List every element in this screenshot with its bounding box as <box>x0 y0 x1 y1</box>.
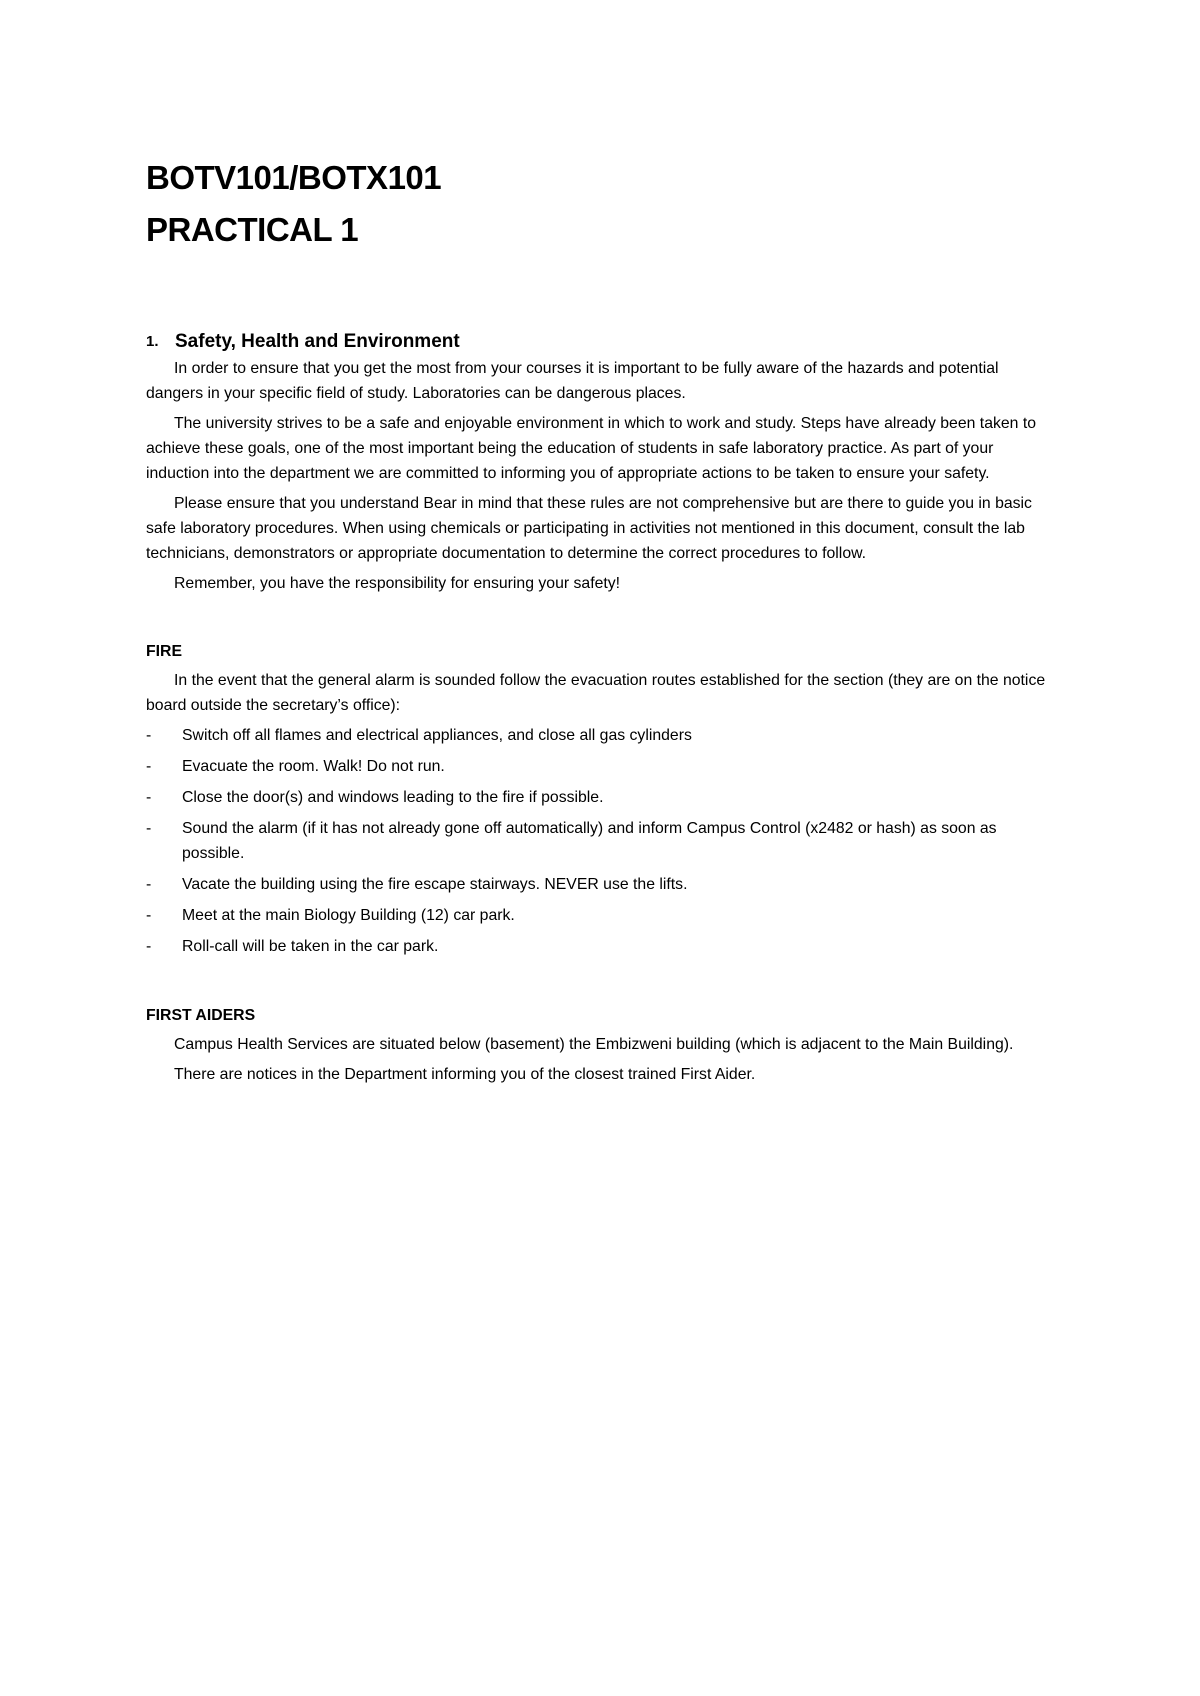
list-item-text: Meet at the main Biology Building (12) car park. <box>182 907 515 924</box>
paragraph-hazards: In order to ensure that you get the most from your courses it is important to be fully aware of the hazards and potential dangers in your specific field of study. Laboratories can be dangerous places. <box>146 360 999 402</box>
section-heading-text: Safety, Health and Environment <box>175 331 460 352</box>
bullet-dash: - <box>146 876 152 893</box>
list-item <box>146 934 1046 959</box>
list-item-text: Sound the alarm (if it has not already gone off automatically) and inform Campus Control (x2482 or hash) as soon as possible. <box>182 820 997 862</box>
fire-heading: FIRE <box>146 643 182 660</box>
list-item-text: Close the door(s) and windows leading to the fire if possible. <box>182 789 604 806</box>
list-item-text: Evacuate the room. Walk! Do not run. <box>182 758 445 775</box>
document-content <box>146 152 1046 1092</box>
paragraph-campus-health: Campus Health Services are situated below (basement) the Embizweni building (which is adjacent to the Main Building). <box>174 1036 1014 1053</box>
paragraph-rules: Please ensure that you understand Bear in mind that these rules are not comprehensive but are there to guide you in basic safe laboratory procedures. When using chemicals or participating in activities not mentioned in this document, consult the lab technicians, demonstrators or appropriate documentation to determine the correct procedures to follow. <box>146 495 1032 562</box>
list-item-text: Switch off all flames and electrical appliances, and close all gas cylinders <box>182 727 692 744</box>
bullet-dash: - <box>146 758 152 775</box>
practical-title: PRACTICAL 1 <box>146 211 359 248</box>
list-item <box>146 754 1046 779</box>
list-item <box>146 903 1046 928</box>
bullet-dash: - <box>146 907 152 924</box>
list-item <box>146 872 1046 897</box>
bullet-dash: - <box>146 727 152 744</box>
fire-intro: In the event that the general alarm is sounded follow the evacuation routes established for the section (they are on the notice board outside the secretary’s office): <box>146 672 1046 714</box>
list-item <box>146 785 1046 810</box>
list-item-text: Roll-call will be taken in the car park. <box>182 938 439 955</box>
section-number: 1. <box>146 333 159 350</box>
bullet-dash: - <box>146 938 152 955</box>
course-code-title: BOTV101/BOTX101 <box>146 159 442 196</box>
paragraph-first-aider-notices: There are notices in the Department informing you of the closest trained First Aider. <box>174 1066 756 1083</box>
fire-procedure-list <box>146 723 1046 959</box>
list-item <box>146 816 1046 866</box>
list-item-text: Vacate the building using the fire escape stairways. NEVER use the lifts. <box>182 876 688 893</box>
bullet-dash: - <box>146 789 152 806</box>
section-heading-safety <box>146 328 1046 356</box>
bullet-dash: - <box>146 820 152 837</box>
list-item <box>146 723 1046 748</box>
paragraph-responsibility: Remember, you have the responsibility for ensuring your safety! <box>174 575 621 592</box>
paragraph-university: The university strives to be a safe and enjoyable environment in which to work and study. Steps have already been taken to achieve these goals, one of the most important being the education of students in safe laboratory practice. As part of your induction into the department we are committed to informing you of appropriate actions to be taken to ensure your safety. <box>146 415 1037 482</box>
first-aiders-heading: FIRST AIDERS <box>146 1007 256 1024</box>
